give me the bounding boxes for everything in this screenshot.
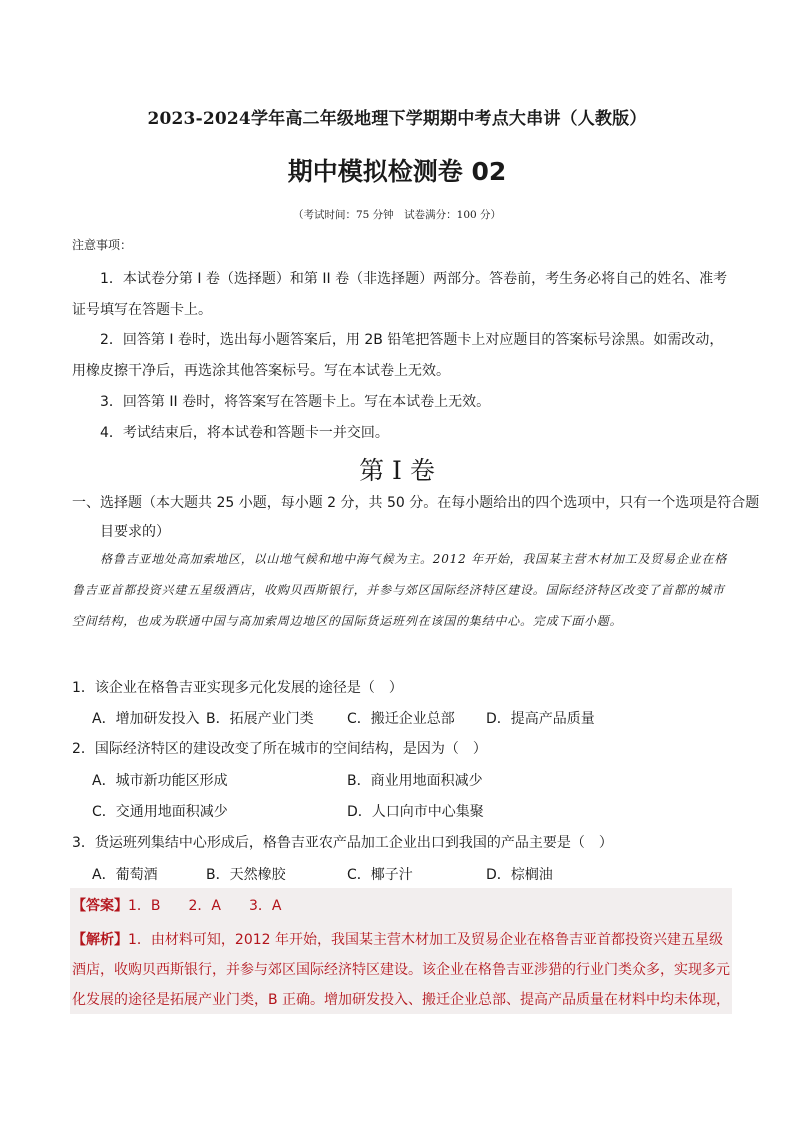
question-option: B．拓展产业门类 bbox=[206, 711, 314, 727]
exam-time-score: （考试时间：75 分钟 试卷满分：100 分） bbox=[292, 209, 502, 221]
question-option: D．人口向市中心集聚 bbox=[347, 804, 484, 820]
question-option: C．搬迁企业总部 bbox=[347, 711, 455, 727]
document-title: 2023-2024学年高二年级地理下学期期中考点大串讲（人教版） bbox=[147, 109, 647, 129]
exam-subtitle: 期中模拟检测卷 02 bbox=[287, 157, 507, 186]
analysis-paragraph bbox=[72, 925, 732, 1015]
question-option: C．椰子汁 bbox=[347, 867, 413, 883]
question-stem: 2．国际经济特区的建设改变了所在城市的空间结构，是因为（ ） bbox=[72, 741, 487, 757]
notes-heading: 注意事项： bbox=[72, 238, 133, 252]
note-item: 3．回答第 II 卷时，将答案写在答题卡上。写在本试卷上无效。 bbox=[100, 394, 491, 410]
question-option: C．交通用地面积减少 bbox=[92, 804, 228, 820]
note-item: 4．考试结束后，将本试卷和答题卡一并交回。 bbox=[100, 425, 389, 441]
question-option: D．提高产品质量 bbox=[486, 711, 595, 727]
answer-line bbox=[72, 895, 281, 915]
question-option: A．增加研发投入 bbox=[92, 711, 200, 727]
analysis-tag: 【解析】 bbox=[72, 932, 128, 948]
question-option: A．城市新功能区形成 bbox=[92, 773, 228, 789]
question-option: B．商业用地面积减少 bbox=[347, 773, 483, 789]
analysis-text: 1．由材料可知，2012 年开始，我国某主营木材加工及贸易企业在格鲁吉亚首都投资兴建五星级酒店，收购贝西斯银行，并参与郊区国际经济特区建设。该企业在格鲁吉亚涉猎的行业门类众多，实现多元化发展的途径是拓展产业门类，B 正确。增加研发投入、搬迁企业总部、提高产品质量在材料中均未体现， bbox=[72, 932, 731, 1008]
answer-text: 1．B 2．A 3．A bbox=[128, 898, 282, 914]
multiple-choice-heading: 一、选择题（本大题共 25 小题，每小题 2 分，共 50 分。在每小题给出的四个选项中，只有一个选项是符合题目要求的） bbox=[72, 495, 760, 540]
reading-passage: 格鲁吉亚地处高加索地区，以山地气候和地中海气候为主。2012 年开始，我国某主营木材加工及贸易企业在格鲁吉亚首都投资兴建五星级酒店，收购贝西斯银行，并参与郊区国际经济特区建设。国际经济特区改变了首都的城市空间结构，也成为联通中国与高加索周边地区的国际货运班列在该国的集结中心。完成下面小题。 bbox=[72, 552, 728, 628]
question-option: D．棕榈油 bbox=[486, 867, 553, 883]
note-item: 1．本试卷分第 I 卷（选择题）和第 II 卷（非选择题）两部分。答卷前，考生务必将自己的姓名、准考证号填写在答题卡上。 bbox=[72, 271, 728, 318]
question-option: B．天然橡胶 bbox=[206, 867, 286, 883]
question-option: A．葡萄酒 bbox=[92, 867, 158, 883]
answer-tag: 【答案】 bbox=[72, 898, 128, 914]
question-stem: 3．货运班列集结中心形成后，格鲁吉亚农产品加工企业出口到我国的产品主要是（ ） bbox=[72, 835, 613, 851]
question-stem: 1．该企业在格鲁吉亚实现多元化发展的途径是（ ） bbox=[72, 680, 403, 696]
section-title: 第 I 卷 bbox=[359, 456, 435, 485]
note-item: 2．回答第 I 卷时，选出每小题答案后，用 2B 铅笔把答题卡上对应题目的答案标号涂黑。如需改动，用橡皮擦干净后，再选涂其他答案标号。写在本试卷上无效。 bbox=[72, 332, 724, 379]
